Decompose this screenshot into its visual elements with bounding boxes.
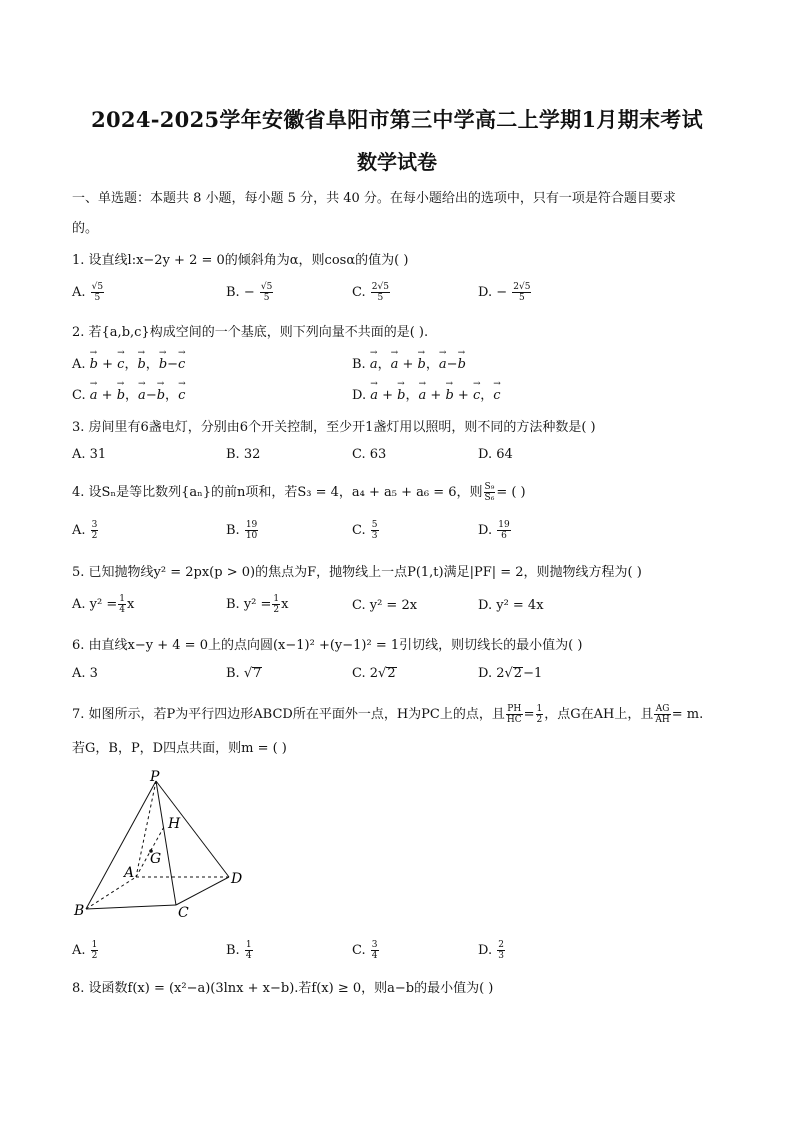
question-6-option-d: D. 2√2−1 xyxy=(478,666,543,681)
question-5-option-d: D. y² = 4x xyxy=(478,598,544,613)
point-label-g: G xyxy=(150,851,162,867)
question-1-option-a: A. $\frac{√5}{5}$ xyxy=(72,282,104,303)
exam-title: 2024-2025学年安徽省阜阳市第三中学高二上学期1月期末考试 xyxy=(91,107,703,132)
vertex-label-c: C xyxy=(178,905,189,921)
exam-subtitle: 数学试卷 xyxy=(357,150,437,174)
question-1-option-d: D. − $\frac{2√5}{5}$ xyxy=(478,282,531,303)
question-1-stem: 1. 设直线l:x−2y + 2 = 0的倾斜角为α，则cosα的值为( ) xyxy=(72,253,409,268)
question-7-stem-line2: 若G，B，P，D四点共面，则m = ( ) xyxy=(72,741,287,756)
vertex-label-d: D xyxy=(231,871,243,887)
question-2-option-c: C. → a + → b，→ a−→ b，→ c xyxy=(72,384,185,403)
question-2-option-b: B. → a，→ a + → b，→ a−→ b xyxy=(352,353,466,372)
question-2-option-a: A. → b + → c，→ b，→ b−→ c xyxy=(72,353,185,372)
question-6-option-b: B. √7 xyxy=(226,666,262,681)
question-8-stem: 8. 设函数f(x) = (x²−a)(3lnx + x−b).若f(x) ≥ 0，则a−b的最小值为( ) xyxy=(72,981,494,996)
question-6-stem: 6. 由直线x−y + 4 = 0上的点向圆(x−1)² +(y−1)² = 1引切线，则切线长的最小值为( ) xyxy=(72,638,583,653)
question-3-option-b: B. 32 xyxy=(226,447,261,462)
question-4-option-d: D. $\frac{19}{6}$ xyxy=(478,520,510,541)
question-6-option-a: A. 3 xyxy=(72,666,98,681)
section-instructions-line1: 一、单选题：本题共 8 小题，每小题 5 分，共 40 分。在每小题给出的选项中，只有一项是符合题目要求 xyxy=(72,191,676,206)
section-instructions-line2: 的。 xyxy=(72,221,99,236)
question-4-stem: 4. 设Sₙ是等比数列{aₙ}的前n项和，若S₃ = 4，a₄ + a₅ + a₆ = 6，则 $\frac{\text{S₉}}{\text{S₆}}$ = ( ) xyxy=(72,482,526,503)
question-2-option-d: D. → a + → b，→ a + → b + → c，→ c xyxy=(352,384,501,403)
question-5-option-a: A. y² = $\frac{1}{4}$ x xyxy=(72,594,135,615)
question-3-option-a: A. 31 xyxy=(72,447,107,462)
question-4-option-c: C. $\frac{5}{3}$ xyxy=(352,520,378,541)
question-7-option-a: A. $\frac{1}{2}$ xyxy=(72,940,98,961)
question-1-option-c: C. $\frac{2√5}{5}$ xyxy=(352,282,389,303)
question-3-stem: 3. 房间里有6盏电灯，分别由6个开关控制，至少开1盏灯用以照明，则不同的方法种数是( ) xyxy=(72,420,596,435)
question-3-option-c: C. 63 xyxy=(352,447,387,462)
question-3-option-d: D. 64 xyxy=(478,447,513,462)
question-7-option-c: C. $\frac{3}{4}$ xyxy=(352,940,378,961)
question-5-option-b: B. y² = $\frac{1}{2}$ x xyxy=(226,594,289,615)
vertex-label-h: H xyxy=(168,816,181,832)
question-5-stem: 5. 已知抛物线y² = 2px(p > 0)的焦点为F，抛物线上一点P(1,t)满足|PF| = 2，则抛物线方程为( ) xyxy=(72,565,642,580)
question-7-option-d: D. $\frac{2}{3}$ xyxy=(478,940,504,961)
question-4-option-a: A. $\frac{3}{2}$ xyxy=(72,520,98,541)
question-2-stem: 2. 若{a,b,c}构成空间的一个基底，则下列向量不共面的是( ). xyxy=(72,325,429,340)
vertex-label-p: P xyxy=(150,769,160,785)
question-6-option-c: C. 2√2 xyxy=(352,666,396,681)
question-4-option-b: B. $\frac{19}{10}$ xyxy=(226,520,258,541)
vertex-label-a: A xyxy=(124,865,135,881)
question-1-option-b: B. − $\frac{√5}{5}$ xyxy=(226,282,273,303)
vertex-label-b: B xyxy=(74,903,85,919)
pyramid-figure xyxy=(72,765,262,925)
question-7-stem-line1: 7. 如图所示，若P为平行四边形ABCD所在平面外一点，H为PC上的点，且 $\frac{PH}{HC}$ = $\frac{1}{2}$ ，点G在AH上，且 $\frac{AG}{AH}$ = m. xyxy=(72,704,704,725)
question-5-option-c: C. y² = 2x xyxy=(352,598,418,613)
question-7-option-b: B. $\frac{1}{4}$ xyxy=(226,940,252,961)
